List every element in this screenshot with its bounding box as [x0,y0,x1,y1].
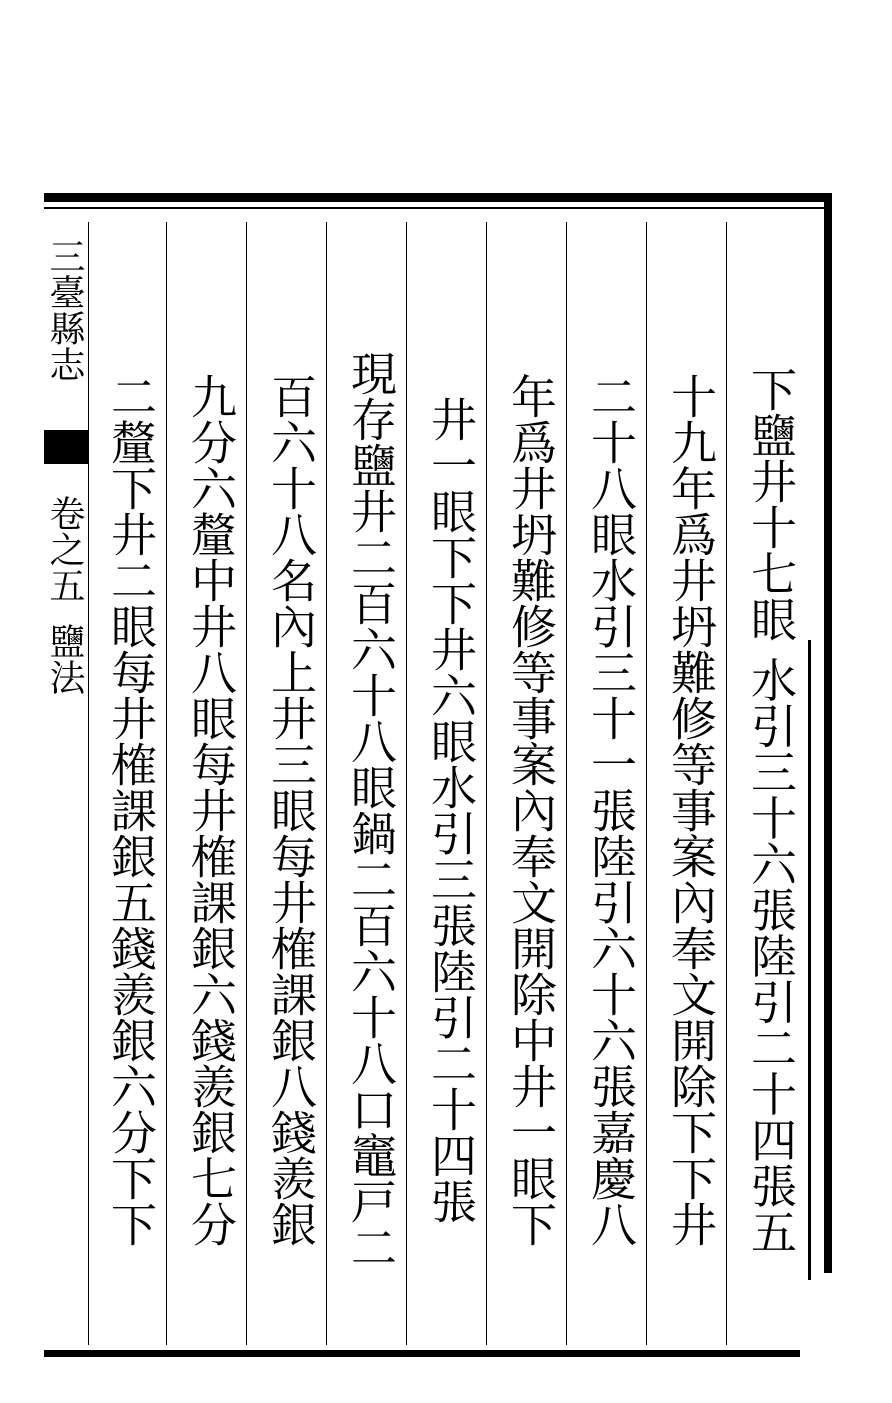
text-line: 井一眼下下井六眼水引三張陸引二十四張 [424,396,478,1224]
column-divider [88,222,89,1345]
right-border [824,193,832,1273]
fish-tail-mark [44,430,88,464]
text-column-2 [656,280,726,1340]
top-border [44,193,830,202]
column-divider [486,222,487,1345]
text-column-7 [256,280,326,1340]
column-divider [246,222,247,1345]
text-line: 年爲井坍難修等事案內奉文開除中井一眼下 [504,373,558,1247]
bottom-border [44,1350,800,1357]
text-line: 二十八眼水引三十一張陸引六十六張嘉慶八 [584,373,638,1247]
text-line: 現存鹽井二百六十八眼鍋二百六十八口竈戸二 [344,350,398,1270]
column-divider [566,222,567,1345]
right-border-inner [808,640,811,1280]
text-column-4 [496,280,566,1340]
margin-header [44,210,88,704]
column-divider [326,222,327,1345]
column-divider [726,222,727,1345]
text-column-3 [576,280,646,1340]
margin-section: 鹽法 [44,623,85,695]
text-line: 百六十八名內上井三眼每井榷課銀八錢羨銀 [264,373,318,1247]
margin-volume: 卷之五 [44,495,85,603]
margin-title: 三臺縣志 [44,238,85,382]
text-line: 下鹽井十七眼 水引三十六張陸引二十四張五 [744,365,798,1255]
top-border-thin [44,207,830,209]
text-column-8 [176,280,246,1340]
column-divider [166,222,167,1345]
text-column-5 [416,280,486,1340]
text-line: 九分六釐中井八眼每井榷課銀六錢羨銀七分 [184,373,238,1247]
text-column-6 [336,280,406,1340]
text-column-9 [96,280,166,1340]
text-line: 十九年爲井坍難修等事案內奉文開除下下井 [664,373,718,1247]
column-divider [646,222,647,1345]
column-divider [406,222,407,1345]
text-line: 二釐下井二眼每井榷課銀五錢羨銀六分下下 [104,373,158,1247]
text-column-1 [736,280,806,1340]
